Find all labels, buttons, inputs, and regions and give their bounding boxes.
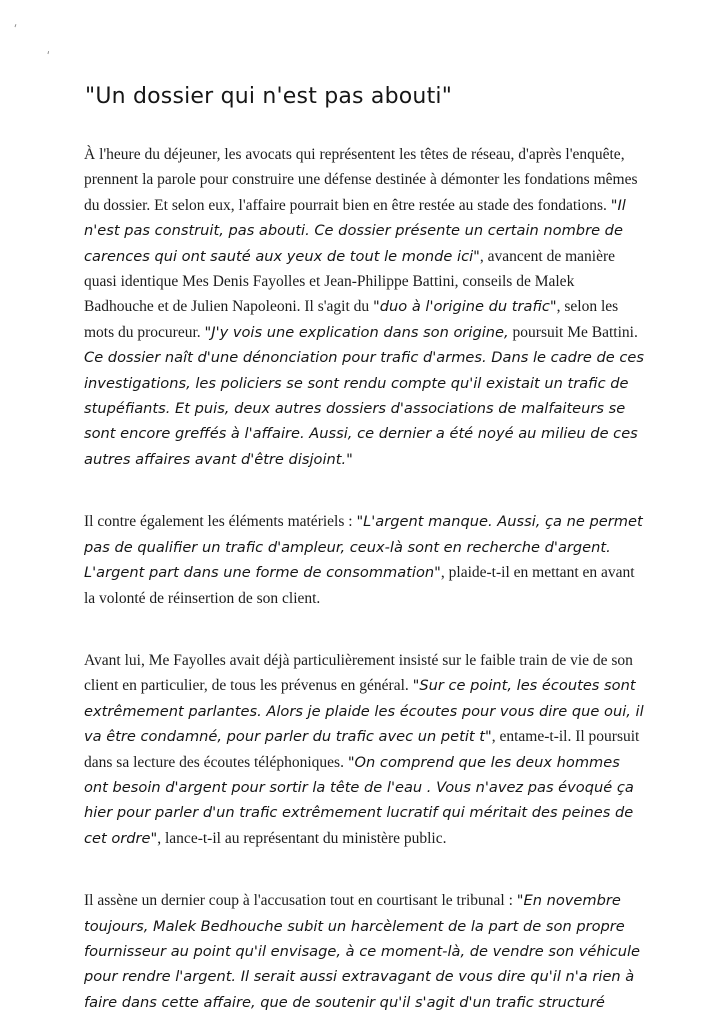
article-paragraph: [84, 888, 644, 1015]
body-text: , entame-t-il. Il poursuit dans sa lecture des écoutes téléphoniques.: [84, 728, 640, 771]
body-text: poursuit Me Battini.: [508, 323, 638, 341]
body-text: , lance-t-il au représentant du ministère public.: [157, 829, 447, 847]
article-paragraph: [84, 509, 644, 611]
body-text: Avant lui, Me Fayolles avait déjà particulièrement insisté sur le faible train de vie de son client en particulier, de tous les prévenus en général.: [84, 651, 633, 695]
quoted-speech: "On comprend que les deux hommes ont besoin d'argent pour sortir la tête de l'eau . Vous n'avez pas évoqué ça hier pour parler d'un trafic extrêmement lucratif qui méritait des peines de cet ordre": [84, 753, 634, 847]
quoted-speech: "L'argent manque. Aussi, ça ne permet pas de qualifier un trafic d'ampleur, ceux-là sont en recherche d'argent. L'argent part dans une forme de consommation": [84, 513, 643, 582]
body-text: À l'heure du déjeuner, les avocats qui représentent les têtes de réseau, d'après l'enquête, prennent la parole pour construire une défense destinée à démonter les fondations mêmes du dossier. Et selon eux, l'affaire pourrait bien en être restée au stade des fondations.: [84, 146, 638, 214]
body-text: Il assène un dernier coup à l'accusation tout en courtisant le tribunal :: [84, 892, 517, 910]
body-text: , avancent de manière quasi identique Mes Denis Fayolles et Jean-Philippe Battini, conseils de Malek Badhouche et de Julien Napoleoni. Il s'agit du: [84, 247, 615, 316]
body-text: , plaide-t-il en mettant en avant la volonté de réinsertion de son client.: [84, 564, 635, 607]
body-text: Il contre également les éléments matériels :: [84, 513, 357, 531]
quoted-speech: "En novembre toujours, Malek Bedhouche subit un harcèlement de la part de son propre fournisseur au point qu'il envisage, à ce moment-là, de vendre son véhicule pour rendre l'argent. Il serait aussi extravagant de vous dire qu'il n'a rien à faire dans cette affaire, que de soutenir qu'il s'agit d'un trafic structuré: [84, 892, 640, 1011]
quoted-speech: Ce dossier naît d'une dénonciation pour trafic d'armes. Dans le cadre de ces investigations, les policiers se sont rendu compte qu'il existait un trafic de stupéfiants. Et puis, deux autres dossiers d'associations de malfaiteurs se sont encore greffés à l'affaire. Aussi, ce dernier a été noyé au milieu de ces autres affaires avant d'être disjoint.": [84, 349, 644, 468]
article-body: [84, 142, 644, 1024]
quoted-speech: "duo à l'origine du trafic": [373, 298, 557, 316]
article-title: "Un dossier qui n'est pas abouti": [85, 84, 453, 109]
quoted-speech: "Il n'est pas construit, pas abouti. Ce dossier présente un certain nombre de carences qui ont sauté aux yeux de tout le monde ici": [84, 196, 626, 265]
scan-speckle: ': [44, 48, 51, 63]
quoted-speech: "Sur ce point, les écoutes sont extrêmement parlantes. Alors je plaide les écoutes pour vous dire que oui, il va être condamné, pour parler du trafic avec un petit t": [84, 677, 644, 746]
scan-speckle: ': [11, 21, 18, 36]
quoted-speech: "J'y vois une explication dans son origine,: [204, 323, 509, 341]
article-paragraph: [84, 648, 644, 851]
article-paragraph: [84, 142, 644, 472]
body-text: , selon les mots du procureur.: [84, 298, 619, 341]
